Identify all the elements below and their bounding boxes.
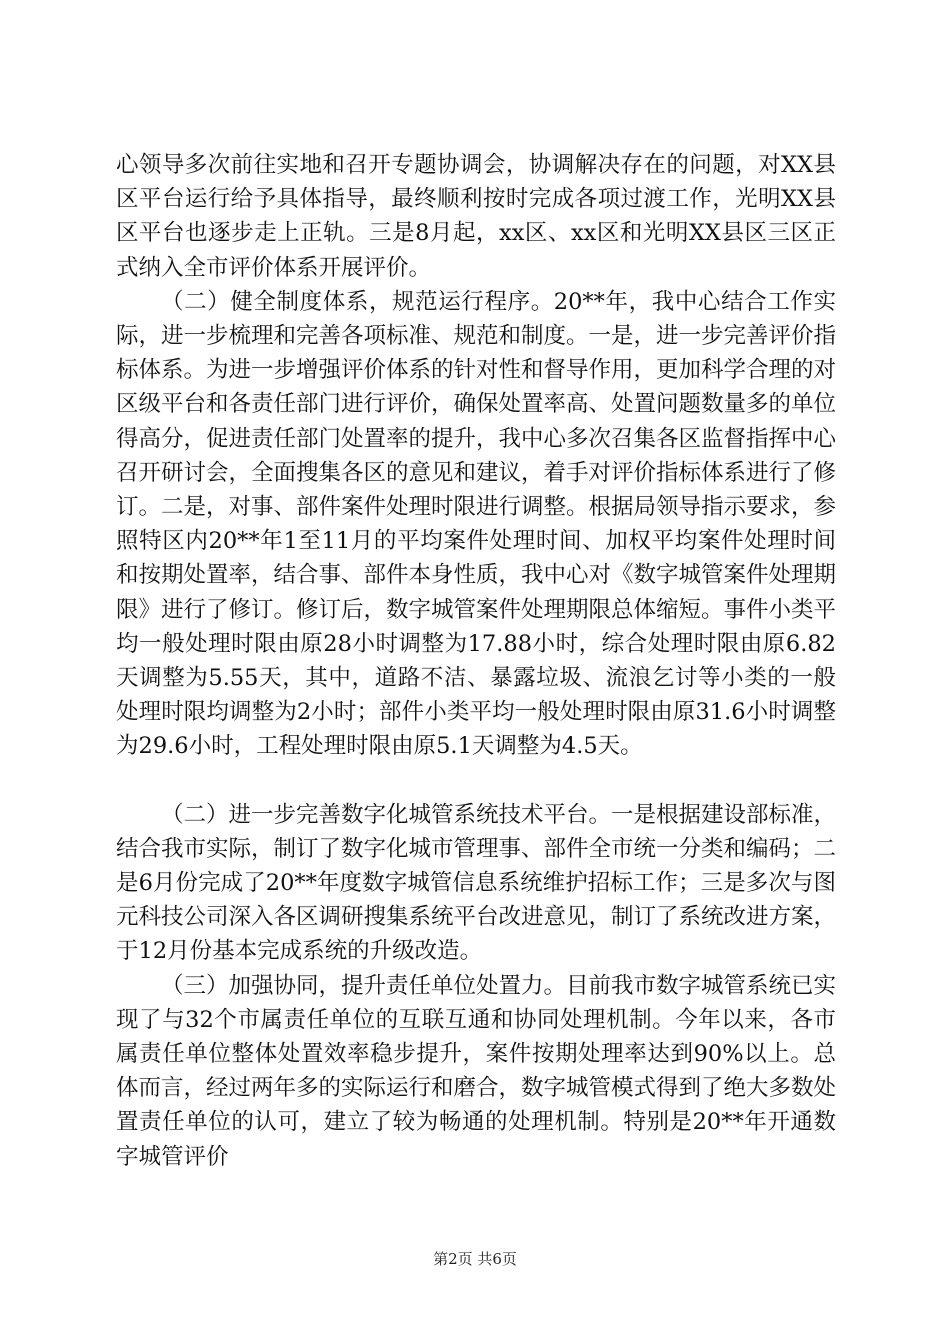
paragraph-coordination: （三）加强协同，提升责任单位处置力。目前我市数字城管系统已实现了与32个市属责任单位的互联互通和协同处理机制。今年以来，各市属责任单位整体处置效率稳步提升，案件按期处理率达到90%以上。总体而言，经过两年多的实际运行和磨合，数字城管模式得到了绝大多数处置责任单位的认可，建立了较为畅通的处理机制。特别是20**年开通数字城管评价 bbox=[116, 972, 837, 1170]
paragraph-technical-platform: （二）进一步完善数字化城管系统技术平台。一是根据建设部标准，结合我市实际，制订了数字化城市管理事、部件全市统一分类和编码；二是6月份完成了20**年度数字城管信息系统维护招标工作；三是多次与图元科技公司深入各区调研搜集系统平台改进意见，制订了系统改进方案，于12月份基本完成系统的升级改造。 bbox=[116, 801, 837, 965]
paragraph-continuation: 心领导多次前往实地和召开专题协调会，协调解决存在的问题，对XX县区平台运行给予具体指导，最终顺利按时完成各项过渡工作，光明XX县区平台也逐步走上正轨。三是8月起，xx区、xx区和光明XX县区三区正式纳入全市评价体系开展评价。 bbox=[116, 152, 836, 281]
document-body bbox=[116, 148, 836, 1174]
paragraph-institutional-system: （二）健全制度体系，规范运行程序。20**年，我中心结合工作实际，进一步梳理和完善各项标准、规范和制度。一是，进一步完善评价指标体系。为进一步增强评价体系的针对性和督导作用，更加科学合理的对区级平台和各责任部门进行评价，确保处置率高、处置问题数量多的单位得高分，促进责任部门处置率的提升，我中心多次召集各区监督指挥中心召开研讨会，全面搜集各区的意见和建议，着手对评价指标体系进行了修订。二是，对事、部件案件处理时限进行调整。根据局领导指示要求，参照特区内20**年1至11月的平均案件处理时间、加权平均案件处理时间和按期处置率，结合事、部件本身性质，我中心对《数字城管案件处理期限》进行了修订。修订后，数字城管案件处理期限总体缩短。事件小类平均一般处理时限由原28小时调整为17.88小时，综合处理时限由原6.82天调整为5.55天，其中，道路不洁、暴露垃圾、流浪乞讨等小类的一般处理时限均调整为2小时；部件小类平均一般处理时限由原31.6小时调整为29.6小时，工程处理时限由原5.1天调整为4.5天。 bbox=[116, 288, 837, 760]
page-footer: 第2页 共6页 bbox=[433, 1250, 517, 1268]
